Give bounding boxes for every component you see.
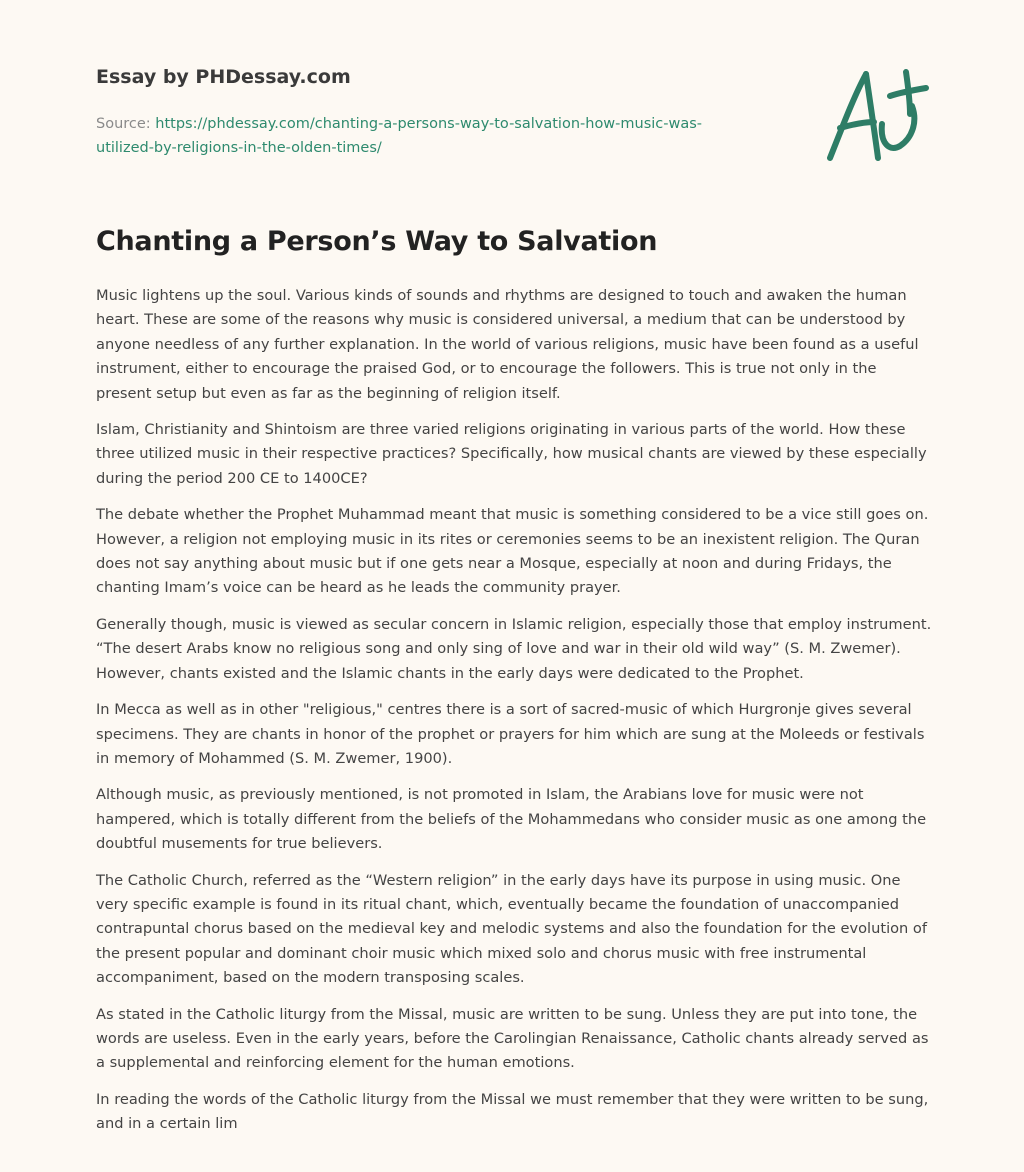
paragraph: In reading the words of the Catholic liturgy from the Missal we must remember that they were written to be sung, and in a certain lim — [96, 1090, 929, 1133]
article-title: Chanting a Person’s Way to Salvation — [96, 226, 658, 257]
paragraph: Although music, as previously mentioned, is not promoted in Islam, the Arabians love for music were not hampered, which is totally different from the beliefs of the Mohammedans who consider music as one among the doubtful musements for true believers. — [96, 786, 927, 853]
source-line — [96, 112, 776, 160]
source-url-line-2: utilized-by-religions-in-the-olden-times/ — [96, 140, 382, 156]
paragraph: Generally though, music is viewed as secular concern in Islamic religion, especially those that employ instrument. “The desert Arabs know no religious song and only sing of love and war in their old wild way” (S. M. Zwemer). However, chants existed and the Islamic chants in the early days were dedicated to the Prophet. — [96, 615, 932, 682]
source-url-line-1: https://phdessay.com/chanting-a-persons-way-to-salvation-how-music-was- — [155, 116, 703, 132]
paragraph: Music lightens up the soul. Various kinds of sounds and rhythms are designed to touch and awaken the human heart. These are some of the reasons why music is considered universal, a medium that can be understood by anyone needless of any further explanation. In the world of various religions, music have been found as a useful instrument, either to encourage the praised God, or to encourage the followers. This is true not only in the present setup but even as far as the beginning of religion itself. — [96, 287, 919, 402]
site-brand: Essay by PHDessay.com — [96, 66, 351, 88]
paragraph: In Mecca as well as in other "religious," centres there is a sort of sacred-music of which Hurgronje gives several specimens. They are chants in honor of the prophet or prayers for him which are sung at the Moleeds or festivals in memory of Mohammed (S. M. Zwemer, 1900). — [96, 701, 925, 767]
source-label: Source: — [96, 116, 151, 132]
paragraph: As stated in the Catholic liturgy from the Missal, music are written to be sung. Unless they are put into tone, the words are useless. Even in the early years, before the Carolingian Renaissance, Catholic chants already served as a supplemental and reinforcing element for the human emotions. — [96, 1005, 929, 1072]
paragraph: Islam, Christianity and Shintoism are three varied religions originating in various parts of the world. How these three utilized music in their respective practices? Specifically, how musical chants are viewed by these especially during the period 200 CE to 1400CE? — [96, 421, 927, 487]
source-link[interactable] — [96, 116, 702, 156]
a-plus-grade-icon — [820, 66, 932, 166]
paragraph: The debate whether the Prophet Muhammad meant that music is something considered to be a vice still goes on. However, a religion not employing music in its rites or ceremonies seems to be an inexistent religion. The Quran does not say anything about music but if one gets near a Mosque, especially at noon and during Fridays, the chanting Imam’s voice can be heard as he leads the community prayer. — [96, 506, 929, 597]
article-body — [96, 284, 936, 1149]
paragraph: The Catholic Church, referred as the “Western religion” in the early days have its purpose in using music. One very specific example is found in its ritual chant, which, eventually became the foundation of unaccompanied contrapuntal chorus based on the medieval key and melodic systems and also the foundation for the evolution of the present popular and dominant choir music which mixed solo and chorus music with free instrumental accompaniment, based on the modern transposing scales. — [96, 871, 928, 987]
